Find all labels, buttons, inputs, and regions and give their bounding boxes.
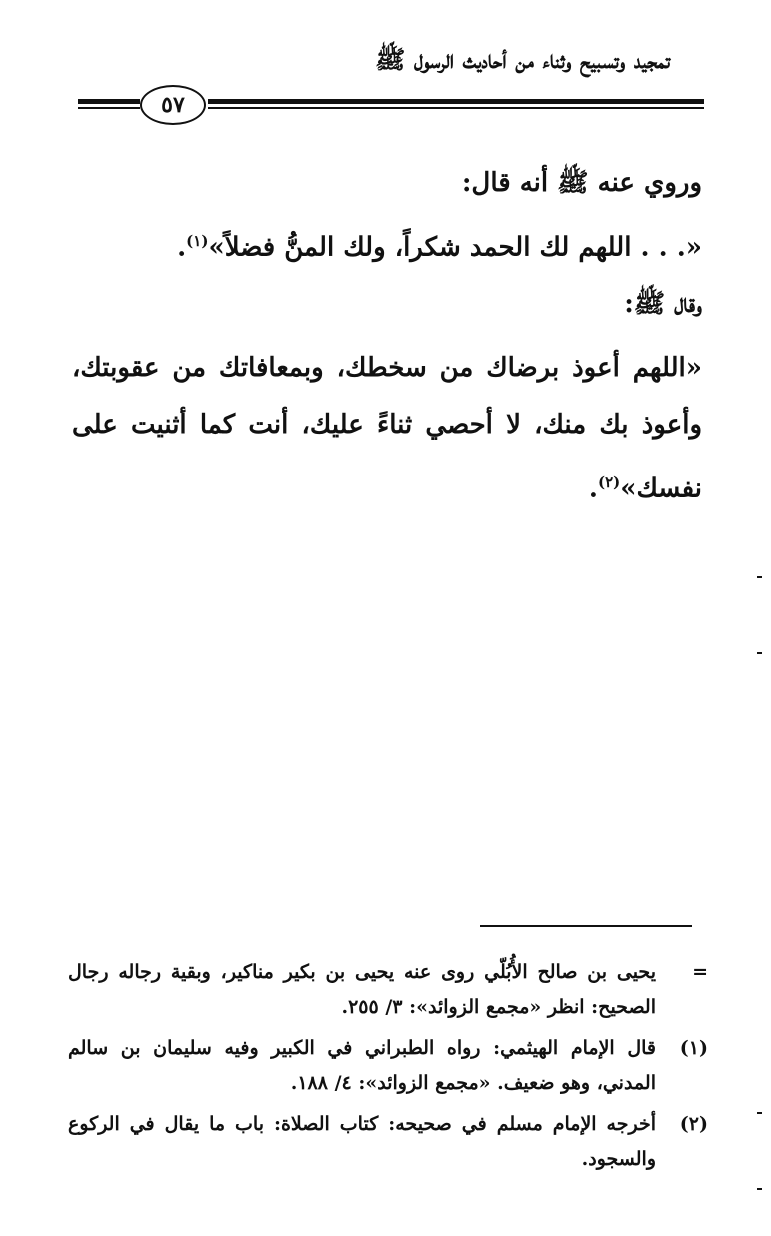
footnote-separator [480, 925, 692, 927]
footnote-text: قال الإمام الهيثمي: رواه الطبراني في الكبير وفيه سليمان بن سالم المدني، وهو ضعيف. «مجمع الزوائد»: ٤/ ١٨٨. [68, 1037, 656, 1094]
hadith-1-text: «. . . اللهم لك الحمد شكراً، ولك المنُّ فضلاً» [208, 232, 702, 263]
footnote-1 [68, 1031, 708, 1101]
footnotes [68, 955, 708, 1183]
scan-mark [757, 576, 762, 578]
header-rule-right [208, 99, 704, 109]
footnote-marker: = [692, 961, 708, 983]
scan-mark [757, 652, 762, 654]
footnote-continuation [68, 955, 708, 1025]
footnote-text: أخرجه الإمام مسلم في صحيحه: كتاب الصلاة: باب ما يقال في الركوع والسجود. [68, 1113, 656, 1170]
scan-mark [757, 1188, 762, 1190]
scan-mark [757, 1112, 762, 1114]
header-rule-left [78, 99, 140, 109]
footnote-ref-2: (٢) [597, 473, 621, 491]
footnote-marker: (١) [679, 1037, 708, 1059]
paragraph-intro: وروي عنه ﷺ أنه قال: [461, 168, 702, 198]
paragraph-hadith-2 [72, 340, 702, 518]
hadith-2-text: «اللهم أعوذ برضاك من سخطك، وبمعافاتك من عقوبتك، وأعوذ بك منك، لا أحصي ثناءً عليك، أنت كما أثنيت على نفسك» [72, 353, 702, 504]
footnote-ref-1: (١) [186, 232, 209, 250]
paragraph-said: وقال ﷺ: [624, 289, 702, 319]
footnote-marker: (٢) [679, 1113, 708, 1135]
footnote-text: يحيى بن صالح الأُبُلّي روى عنه يحيى بن بكير مناكير، وبقية رجاله رجال الصحيح: انظر «مجمع الزوائد»: ٣/ ٢٥٥. [68, 961, 656, 1018]
hadith-1-end: . [177, 232, 187, 263]
page-number: ٥٧ [140, 85, 206, 125]
hadith-2-end: . [588, 473, 598, 504]
paragraph-hadith-1 [72, 218, 702, 271]
footnote-2 [68, 1107, 708, 1177]
running-title: تمجيد وتسبيح وثناء من أحاديث الرسول ﷺ [375, 45, 670, 74]
